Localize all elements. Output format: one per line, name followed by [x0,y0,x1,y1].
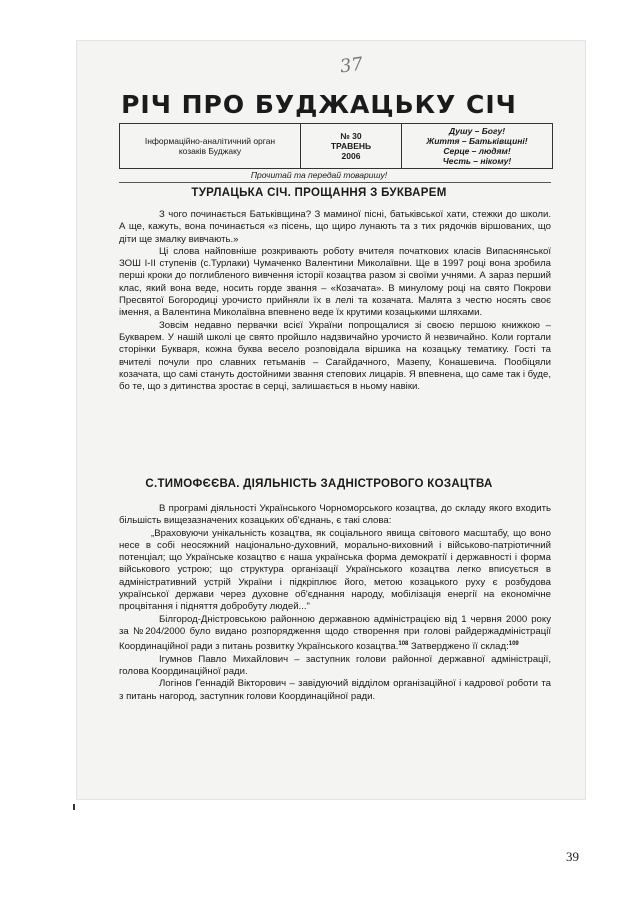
article-2-quote: „Враховуючи унікальність козацтва, як соціального явища світового масштабу, що воно несе в собі неосяжний національно-духовний, морально-виховний і військово-патріотичний потенціал; що Українське козацтво є наша українська форма демократії і державності і форма військового устрою; що структура організації Українського козацтва легко вписується в адміністративний устрій України і підкріплює його, метою козацького руху є розбудова української держави через духовне об'єднання народу, мобілізація енергії на економічне процвітання і підняття добробуту людей..." [119,527,551,613]
motto-line-1: Душу – Богу! [448,126,506,136]
motto-line-2: Життя – Батьківщині! [426,136,528,146]
handwritten-page-number: 37 [338,53,365,78]
article-2-body [119,503,551,703]
issue-month: ТРАВЕНЬ [330,141,372,151]
motto-line-3: Серце – людям! [443,146,511,156]
article-2-paragraph: Логінов Геннадій Вікторович – завідуючий відділом організаційної і кадрової роботи та з питань нагород, заступник голови Координаційної ради. [119,678,551,702]
article-2-paragraph [119,614,551,654]
footnote-ref[interactable]: 108 [398,641,409,648]
issue-number: № 30 [340,131,362,141]
footnote-ref[interactable]: 109 [508,641,519,648]
article-1-body [119,209,551,393]
article-2-paragraph: Ігумнов Павло Михайлович – заступник голови районної державної адміністрації, голова Координаційної ради. [119,653,551,678]
publisher-cell [120,124,301,168]
article-1-title: ТУРЛАЦЬКА СІЧ. ПРОЩАННЯ З БУКВАРЕМ [191,187,447,199]
article-2-title: С.ТИМОФЄЄВА. ДІЯЛЬНІСТЬ ЗАДНІСТРОВОГО КОЗАЦТВА [145,478,493,490]
scan-mark [73,804,75,810]
publisher-line-1: Інформаційно-аналітичний орган [144,136,276,146]
article-2-paragraph: В програмі діяльності Українського Чорноморського козацтва, до складу якого входить більшість вищезазначених козацьких об'єднань, є такі слова: [119,503,551,527]
article-1-paragraph: Зовсім недавно первачки всієї України попрощалися зі своєю першою книжкою – Букварем. У нашій школі це свято пройшло надзвичайно урочисто й незвичайно. Коли гортали сторінки Букваря, кожна буква весело розповідала віршика на козацьку тематику. Гості та вчителі почули про славних гетьманів – Сагайдачного, Мазепу, Конашевича. Пообіцяли козачата, що самі стануть достойними звання степових лицарів. Я впевнена, що саме так і буде, бо те, що з дитинства зростає в серці, залишається в ньому навіки. [119,319,551,393]
divider-rule [119,182,551,183]
masthead-info-table [119,123,553,169]
publisher-line-2: козаків Буджаку [178,146,242,156]
issue-year: 2006 [341,151,361,161]
decree-text-cont: Затверджено її склад: [408,641,509,653]
decree-text: Білгород-Дністровською районною державною адміністрацією від 1 червня 2000 року за №204/2000 було видано розпорядження щодо створення при голові райдержадміністрації Координаційної ради з питань розвитку Українського козацтва. [119,613,551,653]
article-1-paragraph: З чого починається Батьківщина? З маминої пісні, батьківської хати, стежки до школи. А ще, кажуть, вона починається «з пісень, що щиро лунають та з тих рядочків віршованих, що діти ще змалку вивчають.» [119,209,551,245]
motto-line-4: Честь – нікому! [442,156,512,166]
newspaper-masthead: РІЧ ПРО БУДЖАЦЬКУ СІЧ [121,90,517,119]
issue-cell [301,124,402,168]
tagline: Прочитай та передай товаришу! [250,170,388,180]
article-1-paragraph: Ці слова найповніше розкривають роботу вчителя початкових класів Випаснянської ЗОШ І-ІІ ступенів (с.Турлаки) Чумаченко Валентини Миколаївни. Ще в 1997 році вона зробила перші кроки до поглибленого вивчення історії козацтва разом зі своїми учнями. А зараз перший клас, який вона веде, носить горде звання – «Козачата». В минулому році на свято Покрови Пресвятої Богородиці урочисто прийняли їх в лелі та козачата. Малята з честю носять своє імення, а Валентина Миколаївна впевнено веде їх крутими козацькими шляхами. [119,245,551,319]
page-number: 39 [566,849,579,864]
motto-cell [402,124,552,168]
